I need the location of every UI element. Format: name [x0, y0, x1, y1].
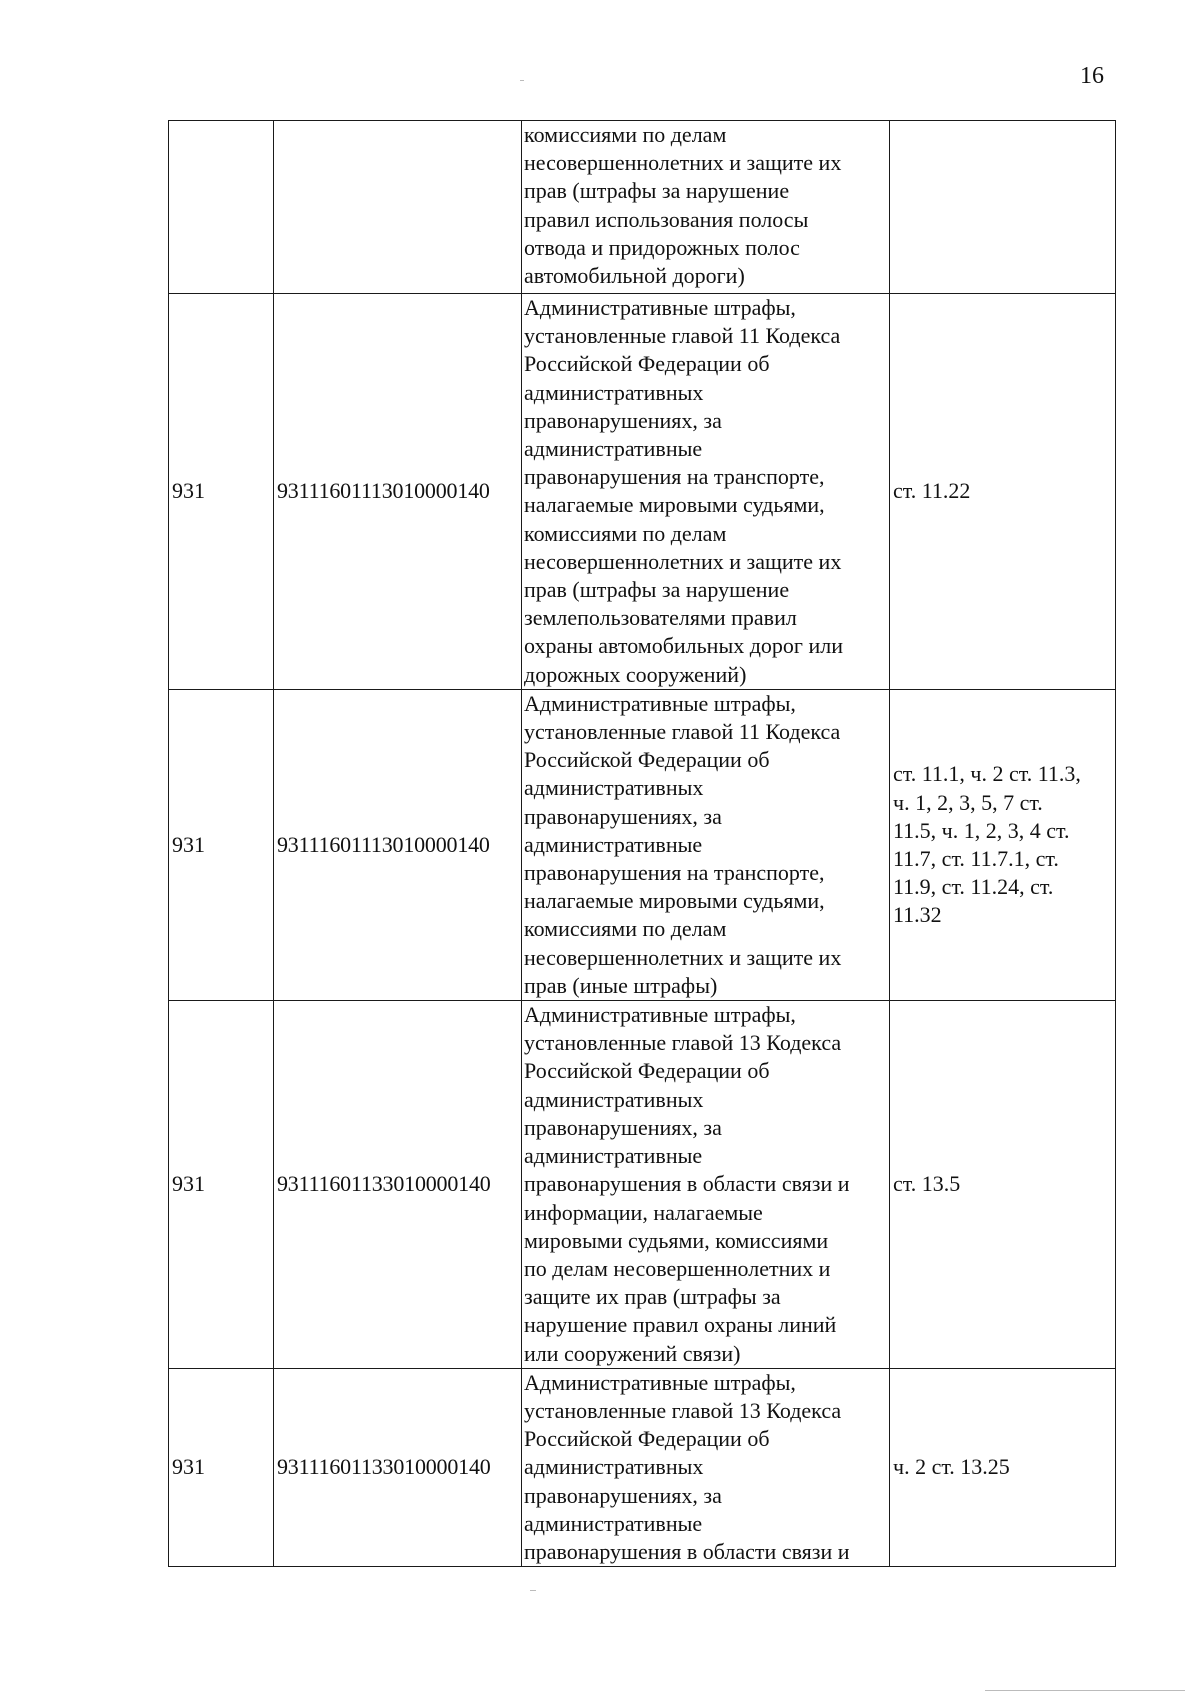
admin-code-cell: 931	[169, 1001, 274, 1369]
scan-artifact	[530, 1590, 536, 1591]
description-cell	[522, 1001, 890, 1369]
admin-code-cell	[169, 121, 274, 294]
articles-cell	[890, 1001, 1116, 1369]
description-line: по делам несовершеннолетних и	[524, 1255, 831, 1281]
description-line: прав (иные штрафы)	[524, 972, 718, 998]
articles-cell	[890, 1368, 1116, 1566]
admin-code-cell: 931	[169, 689, 274, 1000]
article-line: ч. 1, 2, 3, 5, 7 ст.	[893, 789, 1043, 815]
description-cell	[522, 294, 890, 690]
scan-artifact	[520, 80, 524, 81]
description-line: налагаемые мировыми судьями,	[524, 492, 825, 518]
description-line: дорожных сооружений)	[524, 661, 747, 687]
description-line: правонарушения на транспорте,	[524, 464, 825, 490]
articles-cell	[890, 121, 1116, 294]
admin-code-cell: 931	[169, 294, 274, 690]
articles-cell	[890, 689, 1116, 1000]
description-line: административные	[524, 1510, 703, 1536]
description-line: правонарушения в области связи и	[524, 1538, 850, 1564]
description-line: автомобильной дороги)	[524, 263, 745, 289]
description-line: несовершеннолетних и защите их	[524, 944, 842, 970]
table-row	[169, 1368, 1116, 1566]
table-row	[169, 1001, 1116, 1369]
description-cell	[522, 121, 890, 294]
description-line: землепользователями правил	[524, 605, 797, 631]
description-line: административных	[524, 379, 704, 405]
description-line: административные	[524, 831, 703, 857]
description-line: административных	[524, 1086, 704, 1112]
kbk-code-cell	[274, 121, 522, 294]
description-line: Административные штрафы,	[524, 295, 796, 320]
description-line: административных	[524, 1454, 704, 1480]
description-line: мировыми судьями, комиссиями	[524, 1227, 829, 1253]
description-line: несовершеннолетних и защите их	[524, 548, 842, 574]
description-line: налагаемые мировыми судьями,	[524, 888, 825, 914]
description-line: установленные главой 11 Кодекса	[524, 323, 841, 349]
kbk-code-cell: 93111601133010000140	[274, 1001, 522, 1369]
description-line: административные	[524, 436, 703, 462]
description-line: правил использования полосы	[524, 206, 809, 232]
description-cell	[522, 1368, 890, 1566]
description-line: правонарушениях, за	[524, 1114, 722, 1140]
description-cell	[522, 689, 890, 1000]
description-line: правонарушениях, за	[524, 407, 722, 433]
description-line: комиссиями по делам	[524, 916, 727, 942]
description-line: Административные штрафы,	[524, 690, 796, 716]
description-line: административные	[524, 1143, 703, 1169]
description-line: информации, налагаемые	[524, 1199, 763, 1225]
page-number: 16	[1080, 63, 1104, 89]
scan-artifact	[985, 1690, 1185, 1691]
articles-cell	[890, 294, 1116, 690]
article-line: 11.5, ч. 1, 2, 3, 4 ст.	[893, 817, 1070, 843]
description-line: защите их прав (штрафы за	[524, 1284, 781, 1310]
description-line: несовершеннолетних и защите их	[524, 150, 842, 176]
description-line: Российской Федерации об	[524, 747, 770, 773]
table-row	[169, 294, 1116, 690]
description-line: административных	[524, 775, 704, 801]
description-line: установленные главой 13 Кодекса	[524, 1030, 842, 1056]
description-line: Российской Федерации об	[524, 1426, 770, 1452]
article-line: 11.32	[893, 902, 942, 928]
description-line: или сооружений связи)	[524, 1340, 741, 1366]
description-line: правонарушения на транспорте,	[524, 860, 825, 886]
description-line: Административные штрафы,	[524, 1369, 796, 1395]
article-line: ст. 11.22	[893, 478, 971, 504]
article-line: ст. 13.5	[893, 1171, 961, 1197]
description-line: охраны автомобильных дорог или	[524, 633, 843, 659]
description-line: отвода и придорожных полос	[524, 234, 800, 260]
description-line: прав (штрафы за нарушение	[524, 178, 790, 204]
kbk-code-cell: 93111601113010000140	[274, 689, 522, 1000]
article-line: 11.7, ст. 11.7.1, ст.	[893, 845, 1059, 871]
description-line: прав (штрафы за нарушение	[524, 577, 790, 603]
table-body	[169, 121, 1116, 1567]
description-line: установленные главой 13 Кодекса	[524, 1397, 842, 1423]
description-line: Российской Федерации об	[524, 1058, 770, 1084]
description-line: комиссиями по делам	[524, 122, 727, 147]
kbk-code-cell: 93111601133010000140	[274, 1368, 522, 1566]
description-line: Административные штрафы,	[524, 1002, 796, 1028]
table-row	[169, 689, 1116, 1000]
admin-code-cell: 931	[169, 1368, 274, 1566]
table-row	[169, 121, 1116, 294]
description-line: Российской Федерации об	[524, 351, 770, 377]
description-line: установленные главой 11 Кодекса	[524, 719, 841, 745]
description-line: правонарушения в области связи и	[524, 1171, 850, 1197]
description-line: нарушение правил охраны линий	[524, 1312, 837, 1338]
kbk-code-cell: 93111601113010000140	[274, 294, 522, 690]
article-line: ст. 11.1, ч. 2 ст. 11.3,	[893, 761, 1081, 787]
description-line: правонарушениях, за	[524, 803, 722, 829]
description-line: правонарушениях, за	[524, 1482, 722, 1508]
article-line: ч. 2 ст. 13.25	[893, 1454, 1010, 1480]
article-line: 11.9, ст. 11.24, ст.	[893, 874, 1054, 900]
budget-codes-table	[168, 120, 1116, 1567]
description-line: комиссиями по делам	[524, 520, 727, 546]
